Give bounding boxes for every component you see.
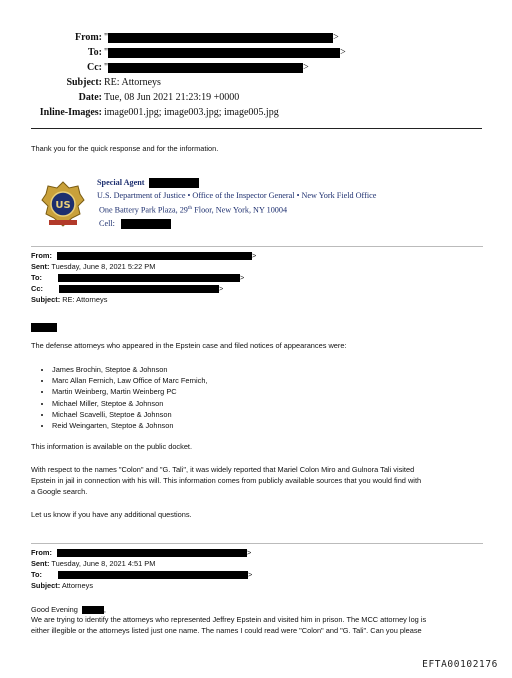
header-inline-images-value: image001.jpg; image003.jpg; image005.jpg bbox=[104, 107, 279, 118]
recipient-name-redaction bbox=[31, 318, 57, 336]
quote-mark: " bbox=[104, 32, 109, 43]
msg2-names-line2: Epstein in jail in connection with his will. This information comes from publicly available sources that you would find with bbox=[31, 476, 422, 485]
msg2-names-line3: a Google search. bbox=[31, 487, 88, 496]
header-from-row bbox=[0, 30, 512, 45]
header-cc-value bbox=[104, 60, 309, 75]
msg2-from-label: From: bbox=[31, 251, 52, 260]
msg2-subject-row bbox=[31, 294, 107, 305]
redaction-bar bbox=[58, 571, 248, 579]
msg3-greeting bbox=[31, 604, 106, 615]
redaction-bar bbox=[31, 323, 57, 332]
msg3-sent-value: Tuesday, June 8, 2021 4:51 PM bbox=[51, 559, 156, 568]
angle-bracket: > bbox=[252, 251, 257, 260]
msg3-body-line1: We are trying to identify the attorneys who represented Jeffrey Epstein and visited him in prison. The MCC attorney log is bbox=[31, 615, 427, 624]
angle-bracket: > bbox=[240, 273, 245, 282]
msg3-to-label: To: bbox=[31, 570, 42, 579]
msg3-from-label: From: bbox=[31, 548, 52, 557]
badge-icon bbox=[40, 180, 86, 236]
quote-mark: " bbox=[104, 47, 109, 58]
header-date-label: Date: bbox=[78, 92, 102, 103]
msg2-sent-label: Sent: bbox=[31, 262, 50, 271]
header-subject-label: Subject: bbox=[66, 77, 102, 88]
greeting-text: Good Evening bbox=[31, 605, 78, 614]
msg3-subject-label: Subject: bbox=[31, 581, 61, 590]
angle-bracket: > bbox=[218, 284, 224, 293]
header-from-value bbox=[104, 30, 339, 45]
signature-address bbox=[97, 202, 376, 217]
header-from-label: From: bbox=[74, 32, 102, 43]
signature-title: Special Agent bbox=[97, 178, 145, 187]
bates-number: EFTA00102176 bbox=[422, 659, 498, 670]
header-inline-images-label: Inline-Images: bbox=[39, 107, 102, 118]
list-item: • Martin Weinberg, Martin Weinberg PC bbox=[52, 386, 208, 397]
list-item: • Reid Weingarten, Steptoe & Johnson bbox=[52, 420, 208, 431]
cell-label: Cell: bbox=[99, 218, 115, 228]
address-sup: th bbox=[187, 205, 193, 211]
msg2-names-line1: With respect to the names "Colon" and "G. Tali", it was widely reported that Mariel Colon Miro and Gulnora Tali visited bbox=[31, 465, 415, 474]
msg2-closing: Let us know if you have any additional questions. bbox=[31, 510, 192, 519]
header-to-value bbox=[104, 45, 346, 60]
redaction-bar bbox=[57, 252, 252, 260]
signature-org: U.S. Department of Justice • Office of the Inspector General • New York Field Office bbox=[97, 191, 377, 200]
header-to-label: To: bbox=[87, 47, 102, 58]
header-subject-value: RE: Attorneys bbox=[104, 77, 161, 88]
header-date-value: Tue, 08 Jun 2021 21:23:19 +0000 bbox=[104, 92, 240, 103]
msg2-subject-label: Subject: bbox=[31, 295, 61, 304]
msg2-to-label: To: bbox=[31, 273, 42, 282]
header-cc-label: Cc: bbox=[87, 62, 102, 73]
signature-cell-row bbox=[97, 217, 376, 230]
header-cc-row bbox=[0, 60, 512, 75]
redaction-bar bbox=[59, 285, 219, 293]
list-item: • Michael Scavelli, Steptoe & Johnson bbox=[52, 409, 208, 420]
msg3-to-row bbox=[31, 569, 252, 580]
redaction-bar bbox=[149, 178, 199, 188]
msg2-from-row bbox=[31, 250, 256, 261]
msg2-docket: This information is available on the public docket. bbox=[31, 442, 193, 451]
msg2-cc-label: Cc: bbox=[31, 284, 43, 293]
msg2-cc-row bbox=[31, 283, 223, 294]
msg3-from-row bbox=[31, 547, 251, 558]
redaction-bar bbox=[108, 63, 303, 73]
header-date-row bbox=[0, 90, 512, 105]
message-divider bbox=[31, 246, 483, 247]
address-text-end: Floor, New York, NY 10004 bbox=[192, 205, 288, 215]
header-to-row bbox=[0, 45, 512, 60]
header-subject-row bbox=[0, 75, 512, 90]
msg3-body-line2: either illegible or the attorneys listed just one name. The names I could read were "Colon" and "G. Tali". Can you please bbox=[31, 626, 422, 635]
header-divider bbox=[31, 128, 482, 129]
redaction-bar bbox=[82, 606, 104, 614]
redaction-bar bbox=[108, 33, 333, 43]
msg2-sent-value: Tuesday, June 8, 2021 5:22 PM bbox=[51, 262, 156, 271]
list-item: • James Brochin, Steptoe & Johnson bbox=[52, 364, 208, 375]
redaction-bar bbox=[121, 219, 171, 229]
badge-text: US bbox=[55, 200, 71, 211]
angle-bracket: > bbox=[303, 62, 309, 73]
redaction-bar bbox=[57, 549, 247, 557]
attorney-list bbox=[40, 364, 208, 431]
greeting-comma: , bbox=[103, 605, 106, 614]
quote-mark: " bbox=[104, 62, 109, 73]
angle-bracket: > bbox=[333, 32, 339, 43]
redaction-bar bbox=[58, 274, 240, 282]
msg2-sent-row bbox=[31, 261, 155, 272]
angle-bracket: > bbox=[248, 570, 253, 579]
list-item: • Marc Allan Fernich, Law Office of Marc Fernich, bbox=[52, 375, 208, 386]
angle-bracket: > bbox=[247, 548, 252, 557]
message-divider bbox=[31, 543, 483, 544]
msg3-subject-value: Attorneys bbox=[61, 581, 94, 590]
msg2-intro: The defense attorneys who appeared in the Epstein case and filed notices of appearances were: bbox=[31, 341, 347, 350]
address-text: One Battery Park Plaza, 29 bbox=[99, 205, 188, 215]
msg3-subject-row bbox=[31, 580, 93, 591]
list-item: • Michael Miller, Steptoe & Johnson bbox=[52, 398, 208, 409]
redaction-bar bbox=[108, 48, 340, 58]
msg2-subject-value: RE: Attorneys bbox=[62, 295, 108, 304]
msg3-sent-label: Sent: bbox=[31, 559, 50, 568]
header-inline-images-row bbox=[0, 105, 512, 120]
angle-bracket: > bbox=[340, 47, 346, 58]
msg3-sent-row bbox=[31, 558, 155, 569]
msg2-to-row bbox=[31, 272, 244, 283]
signature-block bbox=[97, 176, 376, 230]
oig-badge-logo bbox=[40, 180, 86, 236]
email-header bbox=[0, 30, 512, 120]
reply-text: Thank you for the quick response and for the information. bbox=[31, 144, 219, 153]
signature-name-row bbox=[97, 176, 376, 189]
